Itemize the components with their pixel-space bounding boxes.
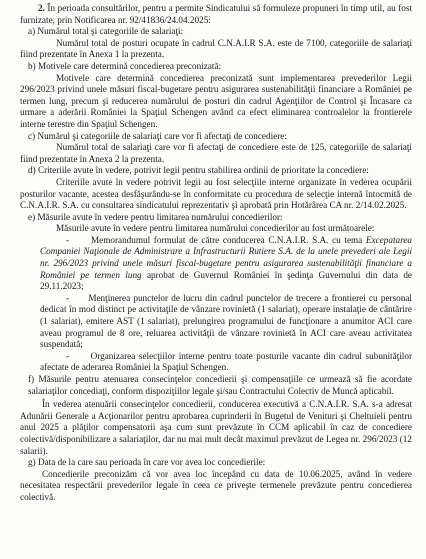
item-c-title: c) Numărul şi categoriile de salariaţi care vor fi afectaţi de concediere: [28,130,287,141]
item-c-body: Numărul total de salariaţi care vor fi afectaţi de concediere este de 125, categoriile de salariaţi fiind prezentate în Anexa 2 la prezenta. [20,142,412,164]
item-e-bullet-2: - Menţinerea punctelor de lucru din cadrul punctelor de trecere a frontierei cu personal dedicat în mod distinct pe activitaţile de vânzare rovinietă (1 salariat), operare instalaţie de cântărire (1 salariat), emitere AST (1 salariat), prelungirea programului de funcţionare a anumitor ACI care aveau programul de 8 ore, reluarea activităţii de vânzare rovinietă în ACI care aveau activitatea suspendată; [40,292,412,350]
item-e-bullet-1: - Memorandumul formulat de către conducerea C.N.A.I.R. S.A. cu tema Excepatarea Companiei Naţionale de Administrare a Infrastructurii Rutiere S.A. de la unele prevederi ale Legii nr. 296/2023 privind unele măsuri fiscal-bugetare pentru asigurarea sustenabilităţii financiare a României pe termen lung aprobat de Guvernul României în şedinţa Guvernului din data de 29.11.2023; [40,234,413,292]
item-d-title: d) Criteriile avute în vedere, potrivit legii pentru stabilirea ordinii de prioritate la concediere: [28,165,369,176]
item-e-intro: Măsurile avute în vedere pentru limitarea numărului concedierilor au fost următoarele: [56,223,375,234]
item-f-title: f) Măsurile pentru atenuarea consecinţelor concedierii şi compensaţiile ce urmează să fie acordate salariaţilor concediaţi, conform dispoziţiilor legale şi/sau Contractului Colectiv de Muncă aplicabil. [28,374,413,396]
item-e-bullet-3: - Organizarea selecţiilor interne pentru toate posturile vacante din cadrul subunităţilor afectate de aderarea României la Spaţiul Schengen. [40,350,413,373]
point-2 [20,3,412,26]
point-2-text: În perioada consultărilor, pentru a permite Sindicatului să formuleze propuneri în timp util, au fost furnizate, prin Notificarea nr. 92/41836/24.04.2025: [20,3,413,25]
item-a-title: a) Numărul total şi categoriile de salariaţi: [28,26,184,37]
item-e-title: e) Măsurile avute în vedere pentru limitarea numărului concedierilor: [28,211,283,222]
item-b-body: Motivele care determină concedierea preconizată sunt implementarea prevederilor Legii 296/2023 privind unele măsuri fiscal-bugetare pentru asigurarea sustenabilităţii financiare a României pe termen lung, precum şi reducerea numărului de posturi din cadrul Agenţiilor de Control şi Încasare ca urmare a aderării României la Spaţiul Schengen având ca efect eliminarea controalelor la frontierele interne terestre din Spaţiul Schengen. [20,72,412,129]
item-d-body: Criteriile avute în vedere potrivit legii au fost selecţiile interne organizate în vederea ocupării posturilor vacante, acestea desfăşurându-se în conformitate cu procedura de selecţie internă întocmită de C.N.A.I.R. S.A. cu consultarea sindicatului reprezentativ şi aprobată prin Hotărârea CA nr. 2/14.02.2025. [20,176,412,211]
point-2-number: 2. [38,3,45,13]
item-a-body: Numărul total de posturi ocupate în cadrul C.N.A.I.R S.A. este de 7100, categoriile de salariaţi fiind prezentate în Anexa 1 la prezenta. [20,37,412,60]
item-g-title: g) Data de la care sau perioada în care vor avea loc concedierile: [28,457,266,468]
item-g-body: Concedierile preconizăm că vor avea loc începând cu data de 10.06.2025, având în vedere necesitatea respectării prevederilor legale în ceea ce priveşte termenele prevăzute pentru concedierea colectivă. [20,468,412,502]
item-f-body: În vederea atenuării consecinţelor concedierii, conducerea executivă a C.N.A.I.R. S.A. s-a adresat Adunării Generale a Acţionarilor pentru aprobarea cuprinderii în Bugetul de Venituri şi Cheltuieli pentru anul 2025 a plăţilor compensatorii aşa cum sunt prevăzute în CCM aplicabil în caz de concediere colectivă/disponibilizare a salariaţilor, dar nu mai mult decât maximul prevăzut de Legea nr. 296/2023 (12 salarii). [20,399,412,456]
item-b-title: b) Motivele care determină concedierea preconizată: [28,60,222,71]
